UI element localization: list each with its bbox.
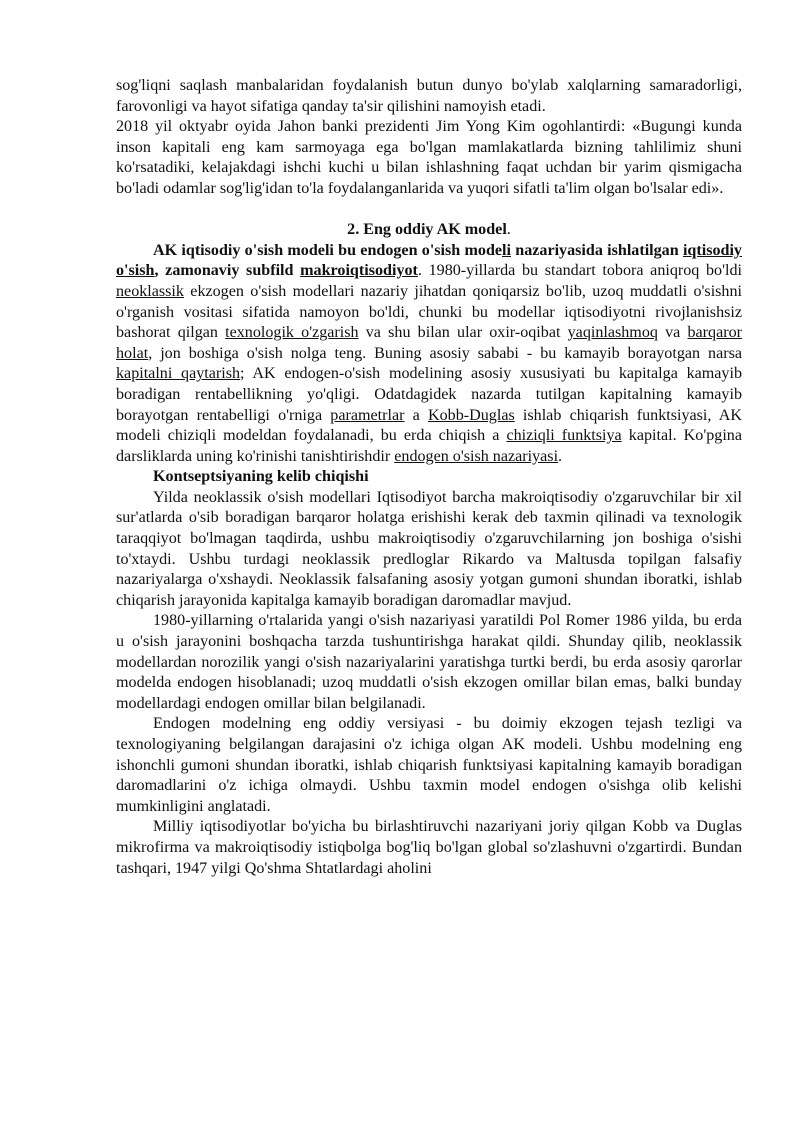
link-chiziqli-funktsiya[interactable]: chiziqli funktsiya (506, 427, 622, 445)
paragraph-spacer (116, 200, 742, 221)
link-iqtisodiy-osish[interactable]: iqtisodiy o'sish (116, 241, 742, 280)
link-neoklassik[interactable]: neoklassik (116, 282, 184, 300)
ak-model-text-7: va (657, 324, 688, 342)
section-heading (116, 220, 742, 241)
ak-model-text-10: a (404, 406, 429, 424)
paragraph-health-resources: sog'liqni saqlash manbalaridan foydalanish butun dunyo bo'ylab xalqlarning samaradorligi, farovonligi va hayot sifatiga qanday ta'sir qilishini namoyish etadi. (116, 77, 742, 115)
document-page (116, 76, 742, 879)
link-kobb-duglas[interactable]: Kobb-Duglas (428, 406, 515, 424)
paragraph-world-bank-quote: 2018 yil oktyabr oyida Jahon banki prezidenti Jim Yong Kim ogohlantirdi: «Bugungi kunda inson kapitali eng kam sarmoyaga ega bo'lgan mamlakatlarda bizning tahlilimiz shuni ko'rsatadiki, kelajakdagi ishchi kuchi u bilan ishlashning faqat uchdan bir yarim qismigacha bo'ladi odamlar sog'lig'idan to'la foydalanganlarida va yuqori sifatli ta'lim olgan bo'lsalar edi». (116, 118, 742, 197)
link-makroiqtisodiyot[interactable]: makroiqtisodiyot (300, 262, 418, 280)
link-barqaror-holat[interactable]: barqaror holat (116, 324, 742, 362)
link-kapitalni-qaytarish[interactable]: kapitalni qaytarish (116, 365, 241, 383)
section-heading-text: 2. Eng oddiy AK model (347, 221, 507, 239)
ak-model-text-11: ishlab chiqarish funktsiyasi, AK modeli chiziqli modeldan foydalanadi, bu erda chiqish a (116, 406, 742, 445)
paragraph-cobb-douglas: Milliy iqtisodiyotlar bo'yicha bu birlashtiruvchi nazariyani joriy qilgan Kobb va Duglas mikrofirma va makroiqtisodiy istiqbolga bog'liq bo'lgan global so'zlashuvni o'zgartirdi. Bundan tashqari, 1947 yilgi Qo'shma Shtatlardagi aholini (116, 818, 742, 877)
section-heading-period: . (506, 221, 511, 239)
paragraph-romer: 1980-yillarning o'rtalarida yangi o'sish nazariyasi yaratildi Pol Romer 1986 yilda, bu erda u o'sish jarayonini boshqacha tarzda tushuntirishga harakat qildi. Shunday qilib, neoklassik modellardan norozilik yangi o'sish nazariyalarini yaratishga turtki berdi, bu erda asosiy qarorlar modelda endogen hisoblanadi; uzoq muddatli o'sish ekzogen omillar bilan emas, balki bunday modellardagi endogen omillar bilan belgilanadi. (116, 612, 742, 712)
ak-model-lead-text: AK iqtisodiy o'sish modeli bu endogen o'sish mode (153, 241, 503, 259)
ak-model-text-6: va shu bilan ular oxir-oqibat (358, 324, 568, 342)
ak-model-lead-text-2: nazariyasida ishlatilgan (511, 241, 683, 259)
link-yaqinlashmoq[interactable]: yaqinlashmoq (567, 324, 658, 342)
subheading-origin: Kontseptsiyaning kelib chiqishi (153, 468, 369, 486)
ak-model-text-4: . 1980-yillarda bu standart tobora aniqroq bo'ldi (417, 262, 742, 280)
link-modeli[interactable]: li (502, 241, 511, 259)
ak-model-text-9: ; AK endogen-o'sish modelining asosiy xususiyati bu kapitalga kamayib boradigan rentabellikning yo'qligi. Odatdagidek nazarda tutilgan kapitalning kamayib borayotgan rentabelligi o'rniga (116, 365, 742, 424)
paragraph-neoclassical: Yilda neoklassik o'sish modellari Iqtisodiyot barcha makroiqtisodiy o'zgaruvchilar bir xil sur'atlarda o'sib boradigan barqaror holatga erishishi kerak deb taxmin qilinadi va texnologik taraqqiyot bo'lmagan taqdirda, ushbu makroiqtisodiy o'zgaruvchilarning jon boshiga o'sishi to'xtaydi. Ushbu turdagi neoklassik predloglar Rikardo va Maltusda topilgan falsafiy nazariyalarga o'xshaydi. Neoklassik falsafaning asosiy yotgan gumoni shundan iboratki, ishlab chiqarish jarayonida kapitalga kamayib boradigan daromadlar mavjud. (116, 488, 742, 609)
ak-model-text-13: . (558, 447, 563, 465)
ak-model-lead-text-3: , zamonaviy subfild (154, 262, 301, 280)
ak-model-text-12: kapital. Ko'pgina darsliklarda uning ko'rinishi tanishtirishdir (116, 427, 742, 465)
link-parametrlar[interactable]: parametrlar (330, 406, 405, 424)
paragraph-ak-model (116, 241, 742, 468)
ak-model-text-5: ekzogen o'sish modellari nazariy jihatdan qoniqarsiz bo'lib, uzoq muddatli o'sishni o'rganish vositasi sifatida namoyon bo'ldi, chunki bu modellar iqtisodiyotni rivojlanishsiz bashorat qilgan (116, 282, 742, 342)
link-texnologik-ozgarish[interactable]: texnologik o'zgarish (225, 324, 359, 342)
paragraph-simplest-version: Endogen modelning eng oddiy versiyasi - bu doimiy ekzogen tejash tezligi va texnologiyaning belgilangan darajasini o'z ichiga olgan AK modeli. Ushbu modelning eng ishonchli gumoni shundan iboratki, ishlab chiqarish funktsiyasi kapitalning kamayib boradigan daromadlarini o'z ichiga olmaydi. Ushbu taxmin model endogen o'sishga olib kelishi mumkinligini anglatadi. (116, 715, 742, 815)
link-endogen-osish-nazariyasi[interactable]: endogen o'sish nazariyasi (394, 447, 559, 465)
ak-model-text-8: , jon boshiga o'sish nolga teng. Buning asosiy sababi - bu kamayib borayotgan narsa (148, 344, 742, 362)
